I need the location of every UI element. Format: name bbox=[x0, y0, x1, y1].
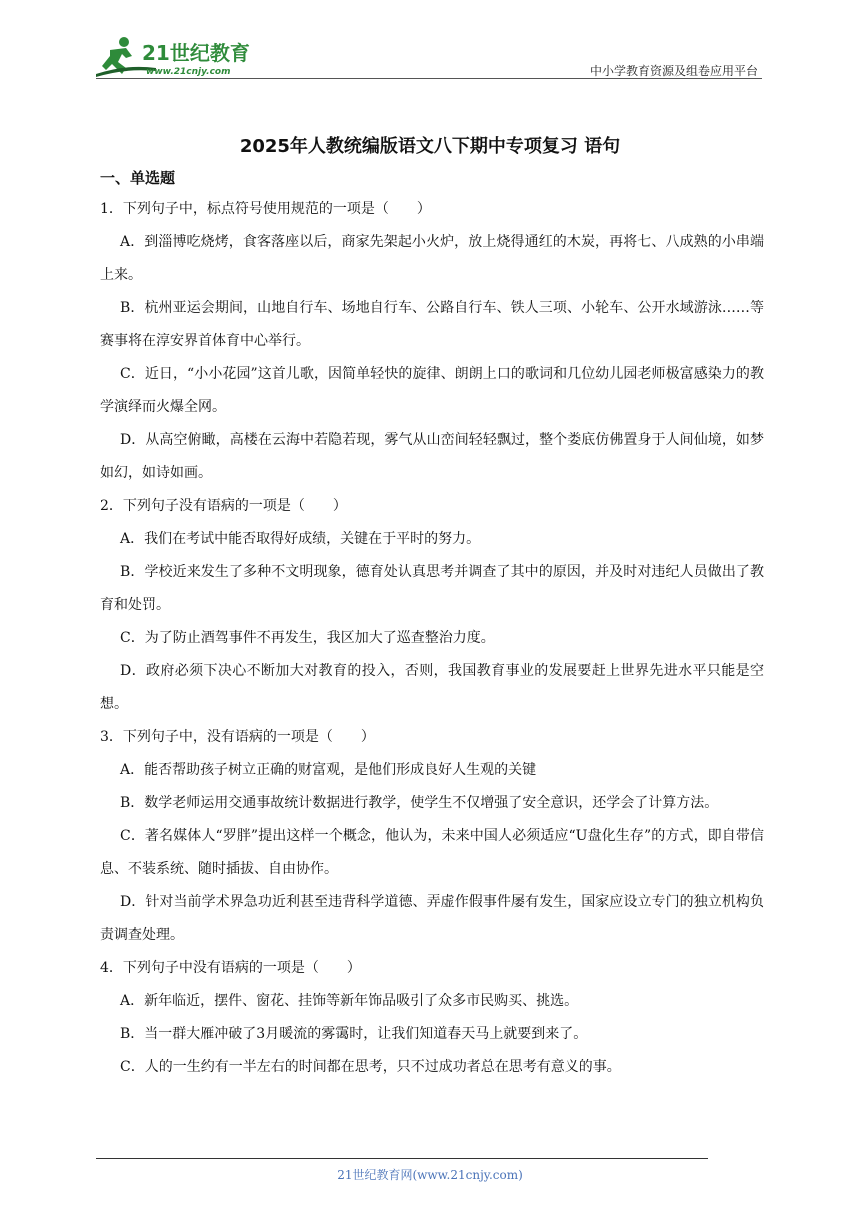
option-a: A．到淄博吃烧烤，食客落座以后，商家先架起小火炉，放上烧得通红的木炭，再将七、八成熟的小串端上来。 bbox=[100, 234, 764, 283]
question-stem: 1．下列句子中，标点符号使用规范的一项是（ ） bbox=[100, 201, 431, 217]
page-header bbox=[96, 34, 762, 80]
footer-link[interactable]: 21世纪教育网(www.21cnjy.com) bbox=[337, 1168, 523, 1182]
option-a: A．我们在考试中能否取得好成绩，关键在于平时的努力。 bbox=[120, 531, 481, 547]
option-b: B．数学老师运用交通事故统计数据进行教学，使学生不仅增强了安全意识，还学会了计算方法。 bbox=[120, 795, 719, 811]
option-c: C．近日，“小小花园”这首儿歌，因简单轻快的旋律、朗朗上口的歌词和几位幼儿园老师极富感染力的教学演绎而火爆全网。 bbox=[100, 366, 764, 415]
option-b: B．学校近来发生了多种不文明现象，德育处认真思考并调查了其中的原因，并及时对违纪人员做出了教育和处罚。 bbox=[100, 564, 764, 613]
header-divider bbox=[96, 78, 762, 79]
option-c: C．为了防止酒驾事件不再发生，我区加大了巡查整治力度。 bbox=[120, 630, 495, 646]
option-d: D．政府必须下决心不断加大对教育的投入，否则，我国教育事业的发展要赶上世界先进水平只能是空想。 bbox=[100, 663, 764, 712]
platform-name: 中小学教育资源及组卷应用平台 bbox=[589, 64, 758, 78]
question-stem: 4．下列句子中没有语病的一项是（ ） bbox=[100, 960, 361, 976]
logo-url: www.21cnjy.com bbox=[146, 67, 231, 77]
option-d: D．从高空俯瞰，高楼在云海中若隐若现，雾气从山峦间轻轻飘过，整个娄底仿佛置身于人间仙境，如梦如幻，如诗如画。 bbox=[100, 432, 764, 481]
question-stem: 2．下列句子没有语病的一项是（ ） bbox=[100, 498, 347, 514]
question-stem: 3．下列句子中，没有语病的一项是（ ） bbox=[100, 729, 375, 745]
option-d: D．针对当前学术界急功近利甚至违背科学道德、弄虚作假事件屡有发生，国家应设立专门的独立机构负责调查处理。 bbox=[100, 894, 764, 943]
footer-divider bbox=[96, 1158, 708, 1159]
logo bbox=[96, 34, 266, 78]
option-b: B．当一群大雁冲破了3月暖流的雾霭时，让我们知道春天马上就要到来了。 bbox=[120, 1026, 588, 1042]
section-heading: 一、单选题 bbox=[100, 169, 176, 187]
option-c: C．著名媒体人“罗胖”提出这样一个概念，他认为，未来中国人必须适应“U盘化生存”的方式，即自带信息、不装系统、随时插拔、自由协作。 bbox=[100, 828, 764, 877]
question-list bbox=[100, 193, 764, 1084]
option-a: A．能否帮助孩子树立正确的财富观，是他们形成良好人生观的关键 bbox=[120, 762, 537, 778]
document-title: 2025年人教统编版语文八下期中专项复习 语句 bbox=[239, 136, 621, 157]
option-a: A．新年临近，摆件、窗花、挂饰等新年饰品吸引了众多市民购买、挑选。 bbox=[120, 993, 579, 1009]
option-c: C．人的一生约有一半左右的时间都在思考，只不过成功者总在思考有意义的事。 bbox=[120, 1059, 621, 1075]
logo-text: 21世纪教育 bbox=[142, 41, 250, 65]
option-b: B．杭州亚运会期间，山地自行车、场地自行车、公路自行车、铁人三项、小轮车、公开水域游泳……等赛事将在淳安界首体育中心举行。 bbox=[100, 300, 764, 349]
